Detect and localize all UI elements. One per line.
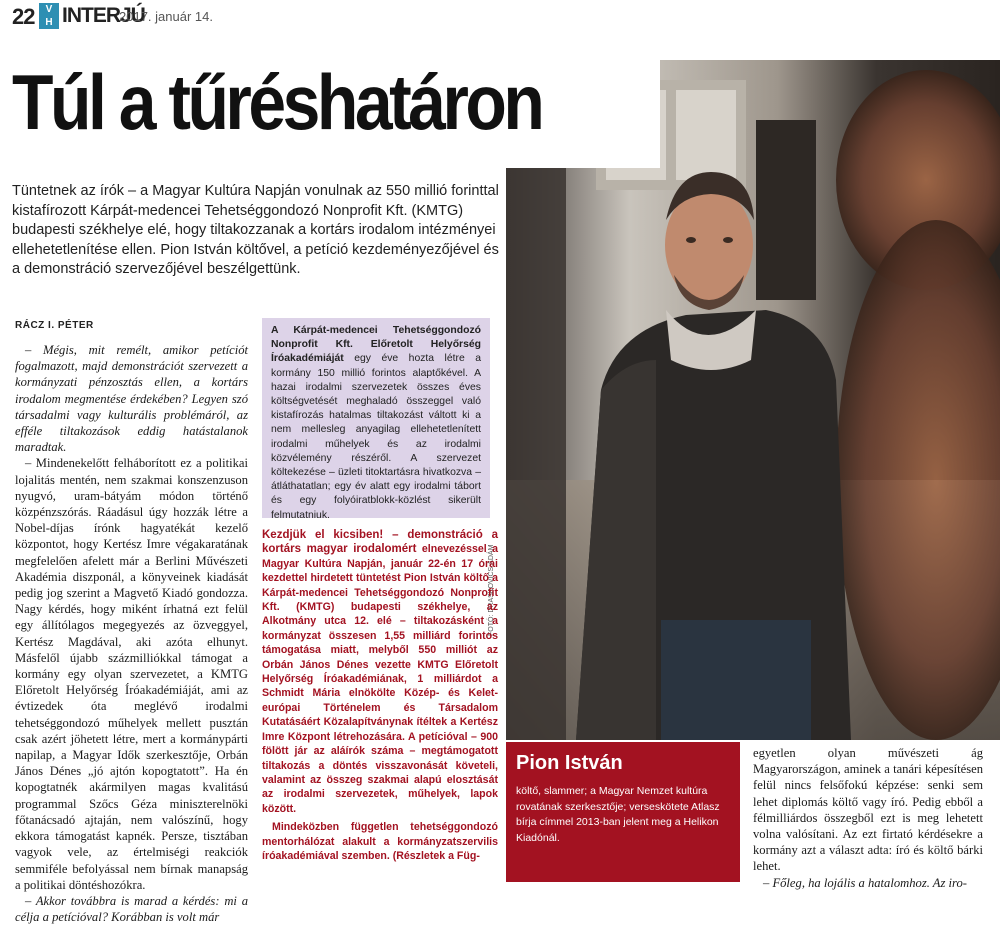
demonstration-text: elnevezéssel a Magyar Kultúra Napján, január 22-én 17 órai kezdettel hirdetett tüntetést Pion István költő a Kárpát-medencei Tehetséggondozó Nonprofit Kft. (KMTG) budapesti székhelye, az Alkotmány utca 12. elé – tiltakozásként a kormányzat összesen 1,55 milliárd forintos támogatása miatt, melyből 550 milliót az Orbán János Dénes vezette KMTG Előretolt Helyőrség Íróakadémiának, 1 milliárdot a Schmidt Mária elnökölte Közép- és Kelet-európai Történelem és Társadalom Kutatásáért Közalapítványnak ítéltek a Kertész Imre Központ létrehozására. A petícióval – 900 fölött jár az aláírók száma – megtámogatott tiltakozás a döntés visszavonását követeli, valamint az összeg szakmai alapú elosztását az irodalmi szervezetek, műhelyek, lapok között. [262, 543, 498, 815]
question-3: – Főleg, ha lojális a hatalomhoz. Az iro- [763, 875, 967, 890]
section-label: INTERJÚ [62, 4, 145, 27]
demonstration-headline: Kezdjük el kicsiben! – demonstráció a kortárs magyar irodalomért [262, 529, 498, 556]
logo-letter-bottom: H [45, 17, 53, 28]
info-box-text: egy éve hozta létre a kormány 150 millió forintos alaptőkével. A hazai irodalmi szervezetek összes éves költségvetését meghaladó összeggel való kistafírozás hatalmas tiltakozást váltott ki a nem mellesleg anyagilag ellehetetlenített irodalmi műhelyek és az irodalmi közvélemény részéről. A szervezet költekezése – üzleti titoktartásra hivatkozva – átláthatatlan; egy év alatt egy irodalmi tábort és egy folyóiratblokk-közlést sikerült felmutatniuk. [271, 353, 481, 521]
answer-continuation: egyetlen olyan művészeti ág Magyarországon, aminek a tanári képesítésen felül nincs felsőfokú képzése: senki sem lehet diplomás költő vagy író. Pedig ebből a félmilliárdos összegből ezt is meg lehetett volna valósítani. Az ezt firtató kérdésekre a kormány azt a választ adta: író és költő bárki lehet. [753, 746, 983, 874]
profile-name: Pion István [516, 752, 623, 774]
logo-letter-top: V [45, 4, 53, 15]
demonstration-text-2: Mindeközben független tehetséggondozó mentorhálózat alakult a kormányzatszervilis íróakadémiával szemben. (Részletek a Füg- [262, 821, 498, 862]
body-column-4 [753, 745, 983, 890]
page-number: 22 [12, 4, 35, 29]
profile-box [506, 742, 740, 882]
answer-1: – Mindenekelőtt felháborított ez a politikai lojalitás mentén, nem szakmai konszenzuson nyugvó, uram-bátyám módon történő közpénzszórás. Ráadásul úgy hozzák létre a Nobel-díjas írónk hagyatékát kezelő központot, hogy Kertész Imre végakaratának megfelelően afelett már a Berlini Művészeti Akadémia diszponál, a könyveinek kiadását pedig jog szerint a Magvető Kiadó gondozza. Nagy kérdés, hogy miként írhatná ezt felül egy állítólagos megegyezés az özveggyel, Kertész Magdával, aki azóta elhunyt. Másfelől újabb százmilliókkal támogat a kormány egy olyan szervezetet, a KMTG Előretolt Helyőrség Íróakadémiáját, ami az évtizedek óta meglévő irodalmi tehetséggondozó műhelyek mellett pusztán csak azért jöhetett létre, mert a kormánypárti napilap, a Magyar Idők szerkesztője, Orbán János Dénes „jó ajtón kopogtatott”. Ha én kopogtatnék akármilyen magas kvalitású programmal Szőcs Géza miniszterelnöki főtanácsadó ajtaján, nem valószínű, hogy ekkora támogatást kapnék. Persze, tisztában vagyok vele, az értelmiségi reakciók semmiféle befolyással nem bírnak manapság a politikai döntéshozókra. [15, 456, 248, 892]
byline: RÁCZ I. PÉTER [15, 320, 94, 331]
photo-credit: FOTÓ: DRASKOVICS ÁDÁM [488, 544, 495, 636]
page-header [0, 0, 1000, 36]
question-1: – Mégis, mit remélt, amikor petíciót fogalmazott, majd demonstrációt szervezett a kormányzati pénzosztás ellen, a kortárs irodalom megmentése érdekében? Legyen szó társadalmi vagy kulturális problémáról, az efféle tiltakozások eddig hatástalanok maradtak. [15, 343, 248, 455]
demonstration-box [262, 528, 498, 882]
info-box [262, 318, 490, 521]
profile-description: költő, slammer; a Magyar Nemzet kultúra rovatának szerkesztője; verseskötete Atlasz bírja címmel 2013-ban jelent meg a Helikon Kiadónál. [516, 785, 720, 844]
body-column-1 [15, 342, 248, 925]
question-2: – Akkor továbbra is marad a kérdés: mi a célja a petícióval? Korábban is volt már [15, 893, 248, 925]
article-title: Túl a tűréshatáron [12, 58, 542, 146]
vh-logo [39, 3, 59, 29]
issue-date: 2017. január 14. [119, 9, 213, 24]
article-lead: Tüntetnek az írók – a Magyar Kultúra Napján vonulnak az 550 millió forinttal kistafírozott Kárpát-medencei Tehetséggondozó Nonprofit Kft. (KMTG) budapesti székhelye elé, hogy tiltakozzanak a kortárs irodalom intézményei ellehetetlenítése ellen. Pion István költővel, a petíció kezdeményezőjével és a demonstráció szervezőjével beszélgettünk. [12, 183, 499, 277]
info-box-lead: A Kárpát-medencei Tehetséggondozó Nonprofit Kft. Előretolt Helyőrség Íróakadémiáját [271, 325, 481, 365]
